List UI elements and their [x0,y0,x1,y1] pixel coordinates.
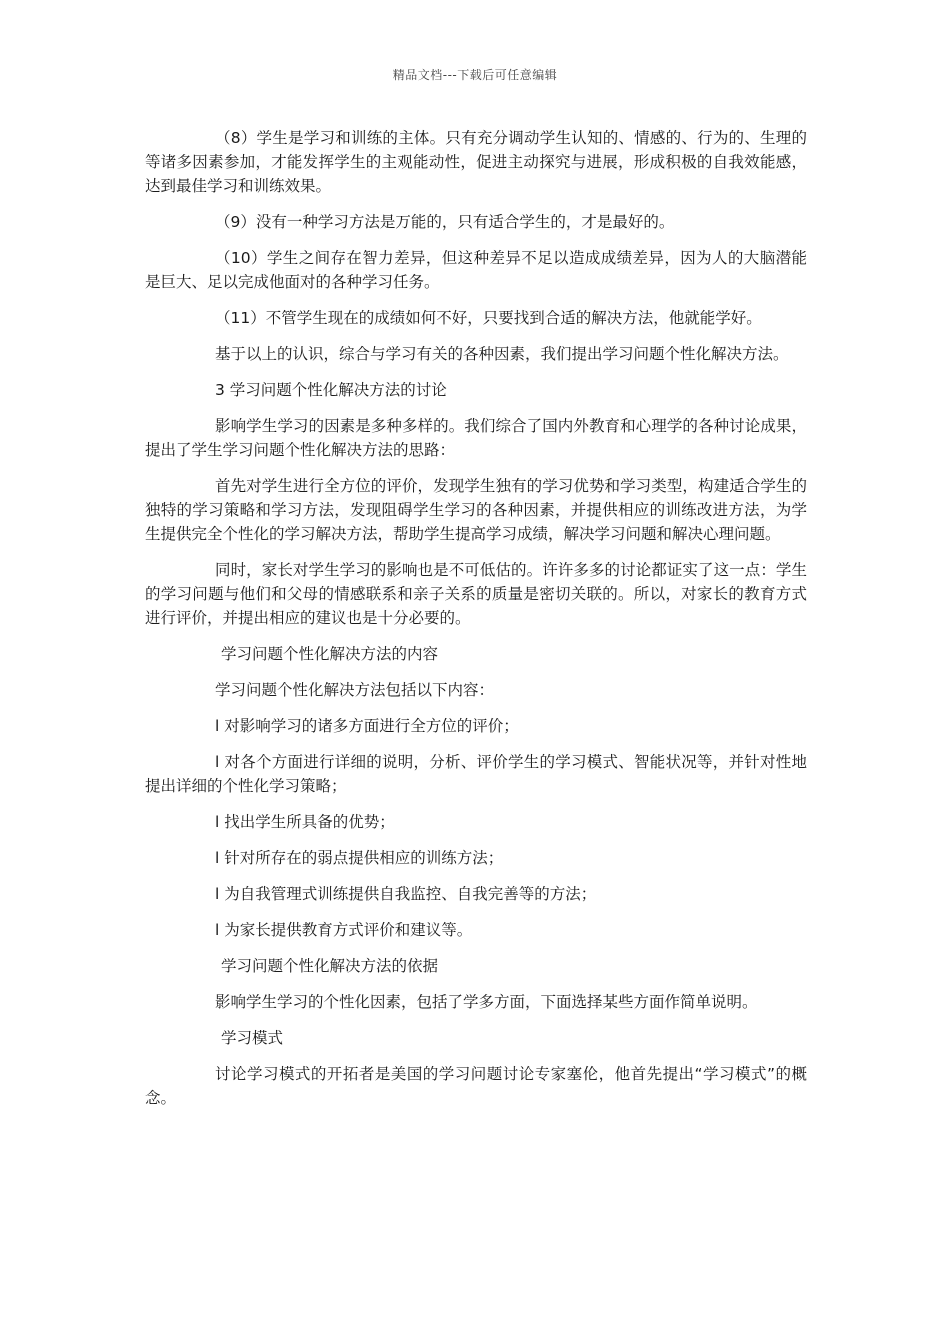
subheading-content: 学习问题个性化解决方法的内容 [221,645,439,663]
section-heading-3: 3 学习问题个性化解决方法的讨论 [215,381,447,399]
paragraph-principle-11: （11）不管学生现在的成绩如何不好，只要找到合适的解决方法，他就能学好。 [215,309,762,327]
paragraph-evaluation: 首先对学生进行全方位的评价，发现学生独有的学习优势和学习类型，构建适合学生的独特的学习策略和学习方法，发现阻碍学生学习的各种因素，并提供相应的训练改进方法，为学生提供完全个性化的学习解决方法，帮助学生提高学习成绩，解决学习问题和解决心理问题。 [145,477,807,543]
paragraph-parents: 同时，家长对学生学习的影响也是不可低估的。许许多多的讨论都证实了这一点：学生的学习问题与他们和父母的情感联系和亲子关系的质量是密切关联的。所以，对家长的教育方式进行评价，并提出相应的建议也是十分必要的。 [145,561,807,627]
list-item: l 针对所存在的弱点提供相应的训练方法； [215,849,504,867]
paragraph-factors: 影响学生学习的因素是多种多样的。我们综合了国内外教育和心理学的各种讨论成果，提出了学生学习问题个性化解决方法的思路： [145,417,807,459]
paragraph-basis-intro: 影响学生学习的个性化因素，包括了学多方面，下面选择某些方面作简单说明。 [215,993,758,1011]
list-item: l 为家长提供教育方式评价和建议等。 [215,921,473,939]
page-header: 精品文档---下载后可任意编辑 [392,68,558,82]
paragraph-principle-10: （10）学生之间存在智力差异，但这种差异不足以造成成绩差异，因为人的大脑潜能是巨大、足以完成他面对的各种学习任务。 [145,249,807,291]
subheading-learning-mode: 学习模式 [221,1029,284,1047]
paragraph-summary: 基于以上的认识，综合与学习有关的各种因素，我们提出学习问题个性化解决方法。 [215,345,789,363]
paragraph-principle-9: （9）没有一种学习方法是万能的，只有适合学生的，才是最好的。 [215,213,675,231]
list-item: l 对影响学习的诸多方面进行全方位的评价； [215,717,519,735]
paragraph-learning-mode: 讨论学习模式的开拓者是美国的学习问题讨论专家塞伦，他首先提出“学习模式”的概念。 [145,1065,807,1107]
document-body [145,126,807,1122]
paragraph-content-intro: 学习问题个性化解决方法包括以下内容： [215,681,495,699]
list-item: l 找出学生所具备的优势； [215,813,395,831]
list-item: l 为自我管理式训练提供自我监控、自我完善等的方法； [215,885,597,903]
paragraph-principle-8: （8）学生是学习和训练的主体。只有充分调动学生认知的、情感的、行为的、生理的等诸多因素参加，才能发挥学生的主观能动性，促进主动探究与进展，形成积极的自我效能感，达到最佳学习和训练效果。 [145,129,807,195]
list-item: l 对各个方面进行详细的说明，分析、评价学生的学习模式、智能状况等，并针对性地提出详细的个性化学习策略； [145,753,807,795]
subheading-basis: 学习问题个性化解决方法的依据 [221,957,439,975]
